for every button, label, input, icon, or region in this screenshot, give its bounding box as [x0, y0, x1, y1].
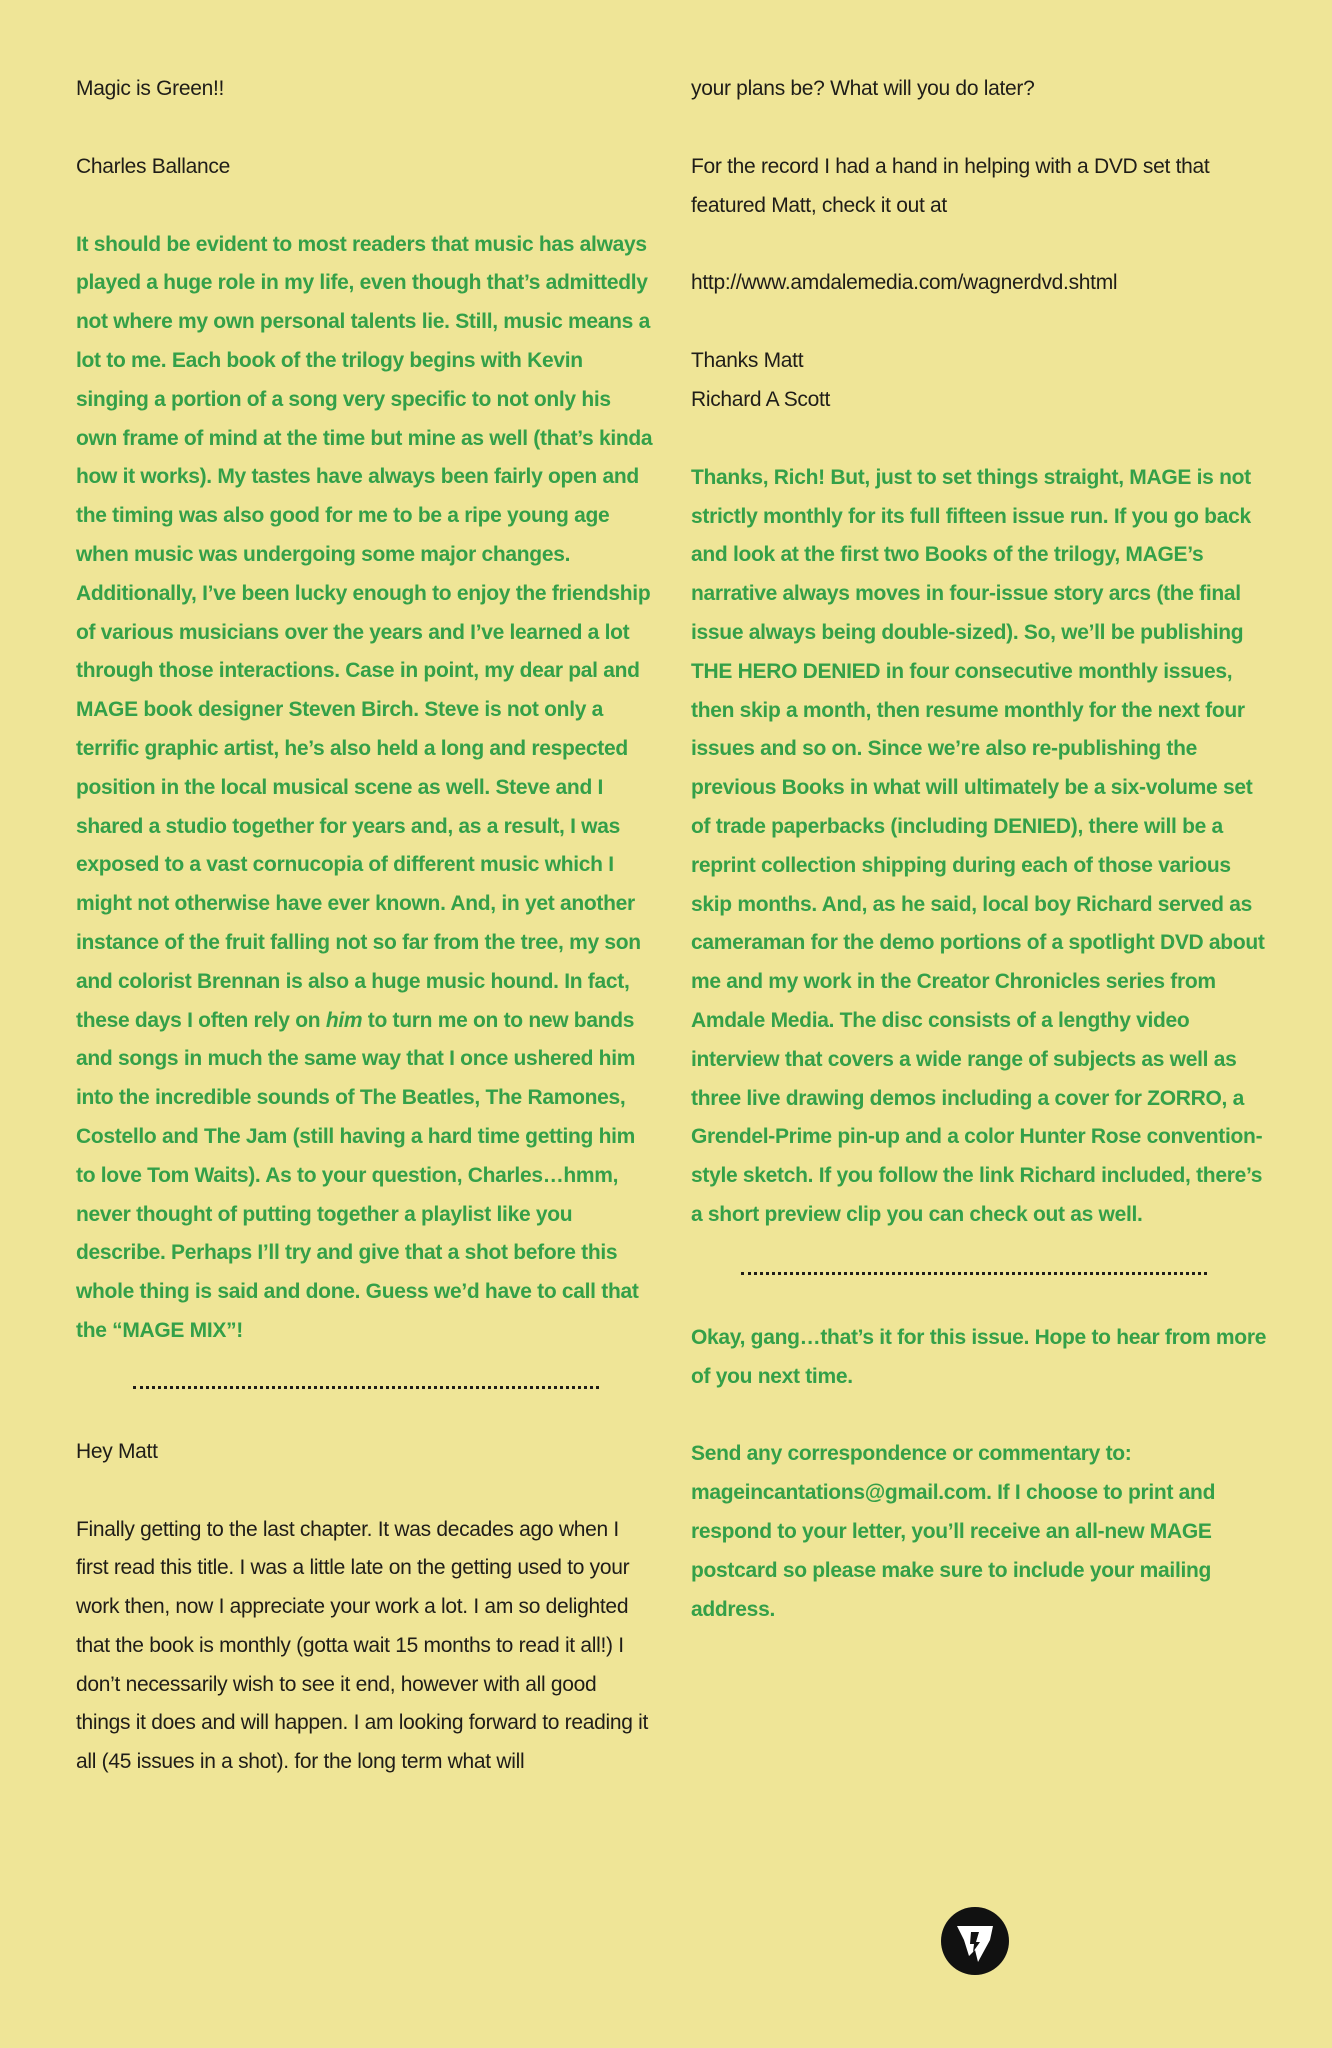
- shield-logo-icon: [940, 1906, 1010, 1976]
- letter2-body: Finally getting to the last chapter. It was decades ago when I first read this title. I was a little late on the getting used to your work then, now I appreciate your work a lot. I am so delighted that the book is monthly (gotta wait 15 months to read it all!) I don’t necessarily wish to see it end, however with all good things it does and will happen. I am looking forward to reading it all (45 issues in a shot). for the long term what will: [76, 1517, 649, 1774]
- left-column: [76, 70, 656, 1782]
- reply2-text: Thanks, Rich! But, just to set things straight, MAGE is not strictly monthly for its full fifteen issue run. If you go back and look at the first two Books of the trilogy, MAGE’s narrative always moves in four-issue story arcs (the final issue always being double-sized). So, we’ll be publishing THE HERO DENIED in four consecutive monthly issues, then skip a month, then resume monthly for the next four issues and so on. Since we’re also re-publishing the previous Books in what will ultimately be a six-volume set of trade paperbacks (including DENIED), there will be a reprint collection shipping during each of those various skip months. And, as he said, local boy Richard served as cameraman for the demo portions of a spotlight DVD about me and my work in the Creator Chronicles series from Amdale Media. The disc consists of a lengthy video interview that covers a wide range of subjects as well as three live drawing demos including a cover for ZORRO, a Grendel-Prime pin-up and a color Hunter Rose convention-style sketch. If you follow the link Richard included, there’s a short preview clip you can check out as well.: [691, 465, 1265, 1226]
- reply1-emphasis: him: [325, 1008, 363, 1032]
- letter2-record: For the record I had a hand in helping with a DVD set that featured Matt, check it out at: [691, 154, 1210, 217]
- letter2-thanks: Thanks Matt: [691, 349, 804, 373]
- letter1-author: Charles Ballance: [76, 154, 230, 178]
- send-correspondence-text: Send any correspondence or commentary to: mageincantations@gmail.com. If I choose to print and respond to your letter, you’ll receive an all-new MAGE postcard so please make sure to include your mailing address.: [691, 1442, 1216, 1621]
- letter2-greeting: Hey Matt: [76, 1439, 158, 1463]
- right-column: [691, 70, 1271, 1668]
- letter2-url: http://www.amdalemedia.com/wagnerdvd.shtml: [691, 271, 1118, 295]
- reply1-text: [76, 226, 656, 1351]
- letter1-title: Magic is Green!!: [76, 77, 225, 100]
- letter2-signoff: [691, 342, 1271, 420]
- dotted-separator: [741, 1272, 1207, 1275]
- reply1-text-part2: to turn me on to new bands and songs in much the same way that I once ushered him into the incredible sounds of The Beatles, The Ramones, Costello and The Jam (still having a hard time getting him to love Tom Waits). As to your question, Charles…hmm, never thought of putting together a playlist like you describe. Perhaps I’ll try and give that a shot before this whole thing is said and done. Guess we’d have to call that the “MAGE MIX”!: [76, 1008, 639, 1342]
- reply1-text-part1: It should be evident to most readers that music has always played a huge role in my life, even though that’s admittedly not where my own personal talents lie. Still, music means a lot to me. Each book of the trilogy begins with Kevin singing a portion of a song very specific to not only his own frame of mind at the time but mine as well (that’s kinda how it works). My tastes have always been fairly open and the timing was also good for me to be a ripe young age when music was undergoing some major changes. Additionally, I’ve been lucky enough to enjoy the friendship of various musicians over the years and I’ve learned a lot through those interactions. Case in point, my dear pal and MAGE book designer Steven Birch. Steve is not only a terrific graphic artist, he’s also held a long and respected position in the local musical scene as well. Steve and I shared a studio together for years and, as a result, I was exposed to a vast cornucopia of different music which I might not otherwise have ever known. And, in yet another instance of the fruit falling not so far from the tree, my son and colorist Brennan is also a huge music hound. In fact, these days I often rely on: [76, 232, 653, 1032]
- letter2-author: Richard A Scott: [691, 387, 831, 411]
- closing-text: Okay, gang…that’s it for this issue. Hope to hear from more of you next time.: [691, 1325, 1267, 1388]
- dotted-separator: [133, 1386, 599, 1389]
- letter2-continued: your plans be? What will you do later?: [691, 77, 1035, 100]
